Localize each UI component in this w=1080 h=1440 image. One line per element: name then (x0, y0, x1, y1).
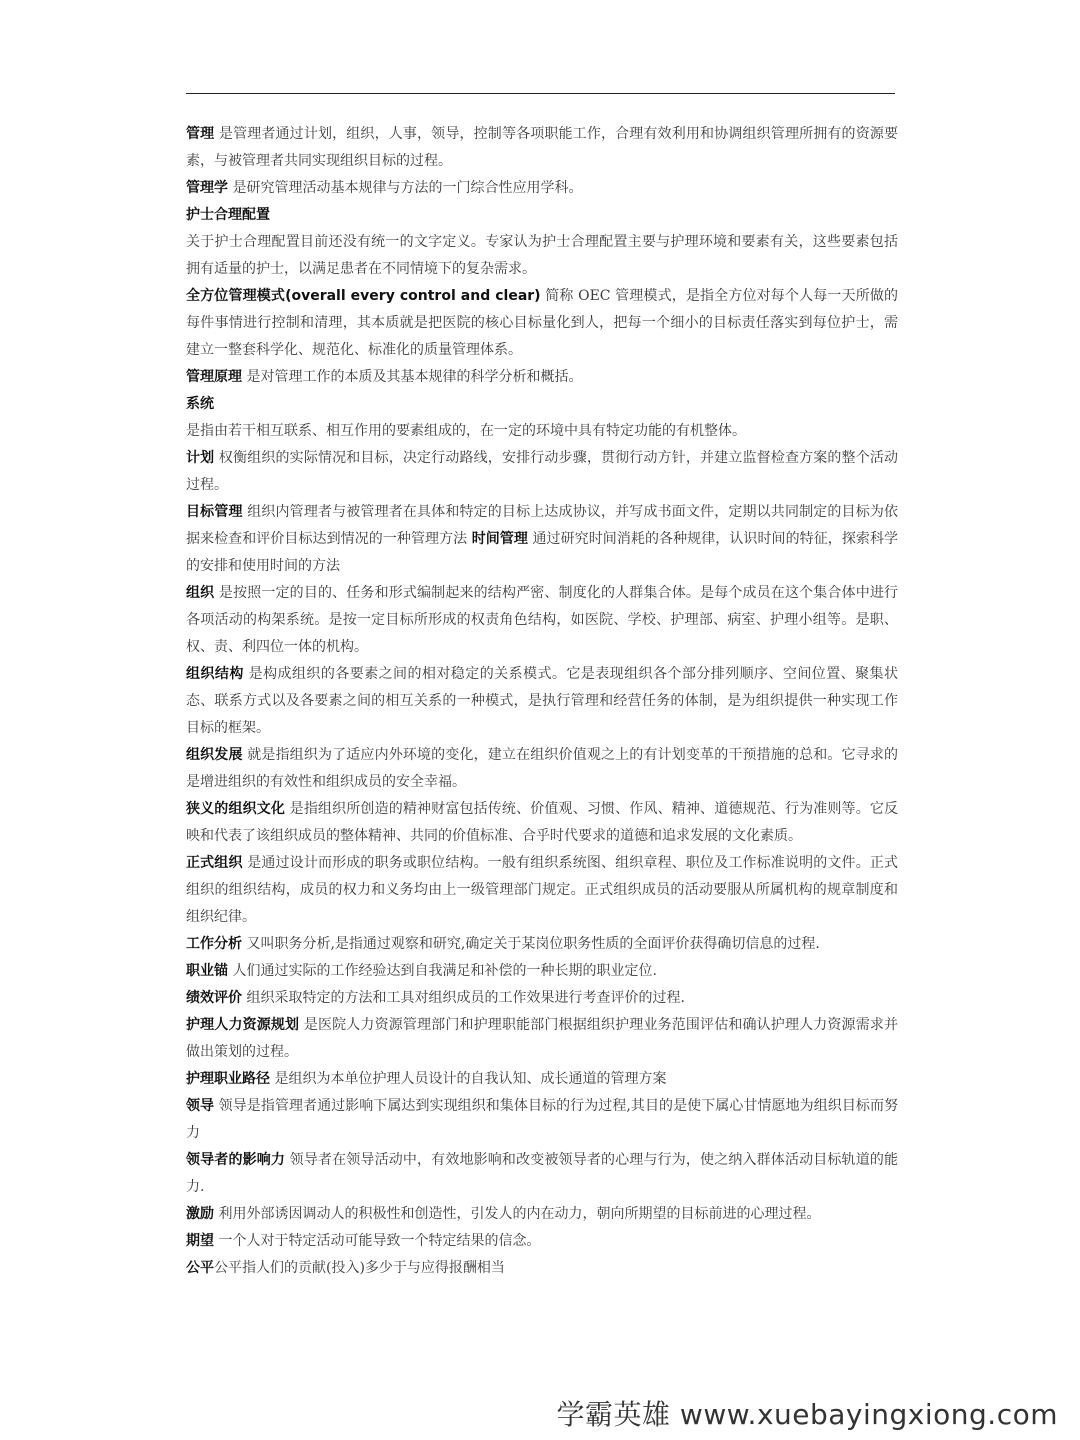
definition: 是指由若干相互联系、相互作用的要素组成的，在一定的环境中具有特定功能的有机整体。 (186, 423, 746, 439)
definition: 领导者在领导活动中，有效地影响和改变被领导者的心理与行为，使之纳入群体活动目标轨道的能力. (186, 1152, 899, 1195)
definition: 通过研究时间消耗的各种规律，认识时间的特征，探索科学的安排和使用时间的方法 (186, 531, 899, 574)
entry-hr-planning (186, 1012, 898, 1066)
term: 领导者的影响力 (186, 1152, 286, 1168)
definition: 是构成组织的各要素之间的相对稳定的关系模式。它是表现组织各个部分排列顺序、空间位置、聚集状态、联系方式以及各要素之间的相互关系的一种模式，是执行管理和经营任务的体制，是为组织提供一种实现工作目标的框架。 (186, 666, 899, 736)
definition: 一个人对于特定活动可能导致一个特定结果的信念。 (218, 1233, 541, 1249)
term: 绩效评价 (186, 990, 242, 1006)
term: 正式组织 (186, 855, 243, 871)
entry-leader-influence (186, 1147, 898, 1201)
definition: 是组织为本单位护理人员设计的自我认知、成长通道的管理方案 (274, 1071, 667, 1087)
definition: 利用外部诱因调动人的积极性和创造性，引发人的内在动力，朝向所期望的目标前进的心理过程。 (218, 1206, 821, 1222)
entry-nurse-staffing-def (186, 229, 898, 283)
term: 激励 (186, 1206, 214, 1222)
term: 护理人力资源规划 (186, 1017, 300, 1033)
definition: 是对管理工作的本质及其基本规律的科学分析和概括。 (246, 369, 583, 385)
definition: 领导是指管理者通过影响下属达到实现组织和集体目标的行为过程,其目的是使下属心甘情愿地为组织目标而努力 (186, 1098, 898, 1141)
entry-planning (186, 445, 898, 499)
term: 目标管理 (186, 504, 243, 520)
term: 护理职业路径 (186, 1071, 270, 1087)
entry-management (186, 121, 898, 175)
definition: 组织内管理者与被管理者在具体和特定的目标上达成协议，并写成书面文件，定期以共同制定的目标为依据来检查和评价目标达到情况的一种管理方法 (186, 504, 899, 547)
definition: 人们通过实际的工作经验达到自我满足和补偿的一种长期的职业定位. (232, 963, 657, 979)
entry-mbo-time-management (186, 499, 898, 580)
entry-org-development (186, 742, 898, 796)
term: 系统 (186, 396, 214, 412)
site-watermark: 学霸英雄 www.xuebayingxiong.com (556, 1398, 1058, 1431)
entry-nurse-staffing-heading (186, 202, 898, 229)
term: 工作分析 (186, 936, 242, 952)
entry-system-def (186, 418, 898, 445)
term: 护士合理配置 (186, 207, 270, 223)
entry-organization (186, 580, 898, 661)
term: 职业锚 (186, 963, 228, 979)
definition: 就是指组织为了适应内外环境的变化，建立在组织价值观之上的有计划变革的干预措施的总和。它寻求的是增进组织的有效性和组织成员的安全幸福。 (186, 747, 899, 790)
definition: 是管理者通过计划，组织，人事，领导，控制等各项职能工作，合理有效利用和协调组织管理所拥有的资源要素，与被管理者共同实现组织目标的过程。 (186, 126, 899, 169)
definition: 是按照一定的目的、任务和形式编制起来的结构严密、制度化的人群集合体。是每个成员在这个集合体中进行各项活动的构架系统。是按一定目标所形成的权责角色结构，如医院、学校、护理部、病室、护理小组等。是职、权、责、利四位一体的机构。 (186, 585, 899, 655)
entry-org-culture (186, 796, 898, 850)
entry-expectancy (186, 1228, 898, 1255)
entry-motivation (186, 1201, 898, 1228)
entry-performance-eval (186, 985, 898, 1012)
definition: 是指组织所创造的精神财富包括传统、价值观、习惯、作风、精神、道德规范、行为准则等。它反映和代表了该组织成员的整体精神、共同的价值标准、合乎时代要求的道德和追求发展的文化素质。 (186, 801, 899, 844)
term: 组织 (186, 585, 215, 601)
term: 计划 (186, 450, 215, 466)
term: 公平 (186, 1260, 214, 1276)
term: 管理 (186, 126, 215, 142)
entry-system-heading (186, 391, 898, 418)
term: 管理原理 (186, 369, 242, 385)
entry-formal-org (186, 850, 898, 931)
term: 管理学 (186, 180, 228, 196)
term: 全方位管理模式(overall every control and clear) (186, 288, 541, 304)
entry-leadership (186, 1093, 898, 1147)
entry-management-principle (186, 364, 898, 391)
definition: 是通过设计而形成的职务或职位结构。一般有组织系统图、组织章程、职位及工作标准说明的文件。正式组织的组织结构，成员的权力和义务均由上一级管理部门规定。正式组织成员的活动要服从所属机构的规章制度和组织纪律。 (186, 855, 899, 925)
definition: 又叫职务分析,是指通过观察和研究,确定关于某岗位职务性质的全面评价获得确切信息的过程. (246, 936, 820, 952)
term: 期望 (186, 1233, 214, 1249)
entry-oec-model (186, 283, 898, 364)
header-rule (186, 93, 895, 94)
term: 组织发展 (186, 747, 243, 763)
entry-job-analysis (186, 931, 898, 958)
entry-org-structure (186, 661, 898, 742)
definition: 是研究管理活动基本规律与方法的一门综合性应用学科。 (232, 180, 583, 196)
term: 组织结构 (186, 666, 244, 682)
definition: 简称 OEC 管理模式，是指全方位对每个人每一天所做的每件事情进行控制和清理，其本质就是把医院的核心目标量化到人，把每一个细小的目标责任落实到每位护士，需建立一整套科学化、规范化、标准化的质量管理体系。 (186, 288, 899, 358)
glossary-content (186, 121, 898, 1282)
entry-equity (186, 1255, 898, 1282)
definition: 权衡组织的实际情况和目标，决定行动路线，安排行动步骤，贯彻行动方针，并建立监督检查方案的整个活动过程。 (186, 450, 899, 493)
term: 领导 (186, 1098, 215, 1114)
definition: 关于护士合理配置目前还没有统一的文字定义。专家认为护士合理配置主要与护理环境和要素有关，这些要素包括拥有适量的护士，以满足患者在不同情境下的复杂需求。 (186, 234, 898, 277)
entry-career-anchor (186, 958, 898, 985)
entry-career-path (186, 1066, 898, 1093)
definition: 公平指人们的贡献(投入)多少于与应得报酬相当 (214, 1260, 505, 1276)
term: 时间管理 (471, 531, 528, 547)
definition: 组织采取特定的方法和工具对组织成员的工作效果进行考查评价的过程. (246, 990, 685, 1006)
definition: 是医院人力资源管理部门和护理职能部门根据组织护理业务范围评估和确认护理人力资源需求并做出策划的过程。 (186, 1017, 899, 1060)
term: 狭义的组织文化 (186, 801, 286, 817)
entry-management-science (186, 175, 898, 202)
